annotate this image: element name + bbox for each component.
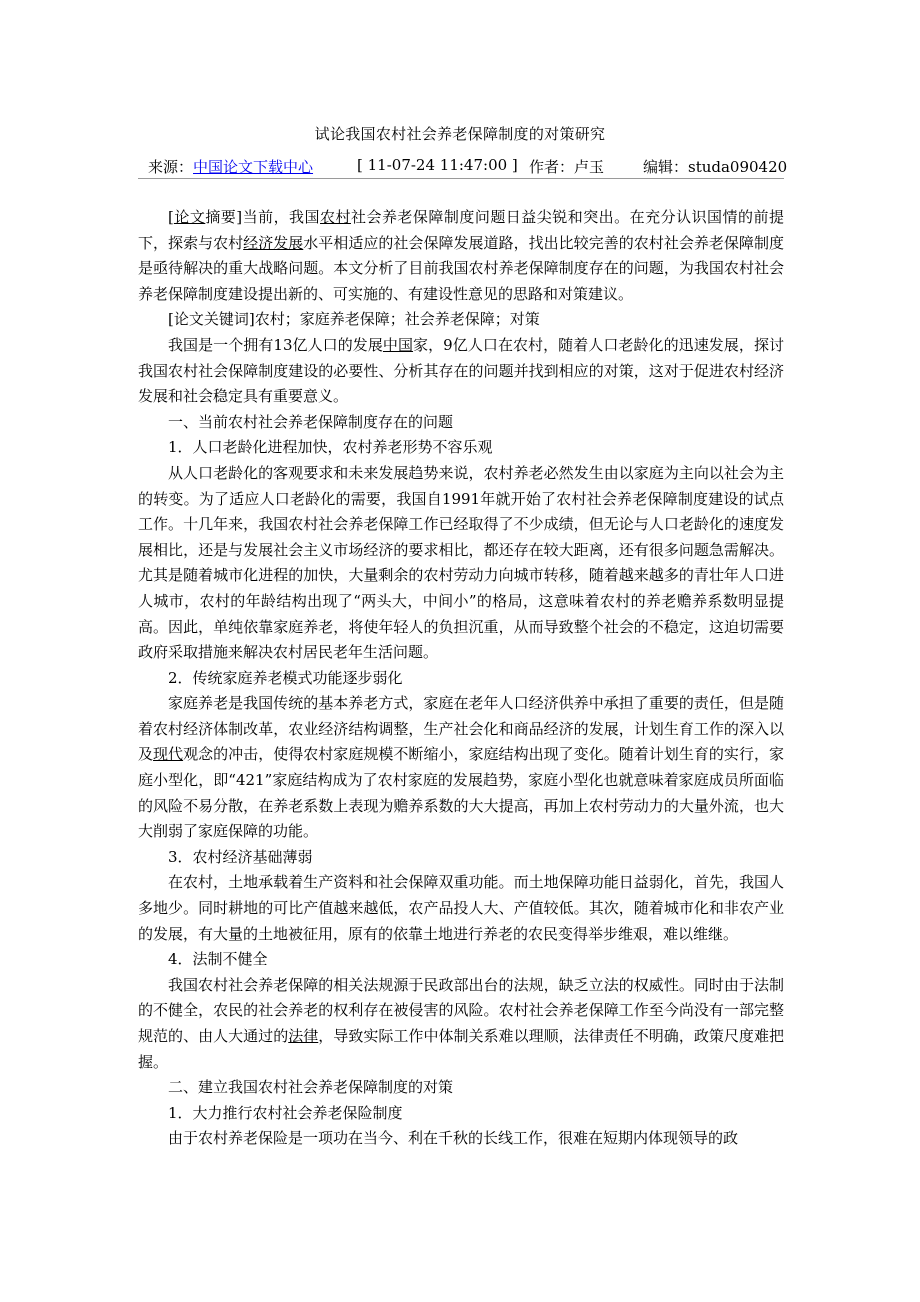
paragraph-1-3: 在农村，土地承载着生产资料和社会保障双重功能。而土地保障功能日益弱化，首先，我国人多地少。同时耕地的可比产值越来越低，农产品投人大、产值较低。其次，随着城市化和非农产业的发展，有大量的土地被征用，原有的依靠土地进行养老的农民变得举步维艰，难以维继。 [138,873,784,943]
link-xiandai[interactable]: 现代 [153,745,184,764]
link-nongcun[interactable]: 农村 [320,208,351,226]
editor-info: 编辑：studa090420 [643,158,788,176]
link-zhongguo[interactable]: 中国 [382,335,414,354]
publish-datetime: [ 11-07-24 11:47:00 ] [357,156,518,174]
subsection-heading-1-1: 1．人口老龄化进程加快，农村养老形势不容乐观 [168,438,493,457]
abstract-paragraph: [论文摘要]当前，我国农村社会养老保障制度问题日益尖锐和突出。在充分认识国情的前提下，探索与农村经济发展水平相适应的社会保障发展道路，找出比较完善的农村社会养老保障制度是亟待解决的重大战略问题。本文分析了目前我国农村养老保障制度存在的问题，为我国农村社会养老保障制度建设提出新的、可实施的、有建设性意见的思路和对策建议。 [138,208,784,303]
subsection-heading-1-2: 2．传统家庭养老模式功能逐步弱化 [168,668,403,687]
source-label: 来源： [148,158,194,176]
link-jingjifazhan[interactable]: 经济发展 [243,233,304,252]
link-lunwen[interactable]: 论文 [173,208,206,226]
paragraph-1-1: 从人口老龄化的客观要求和未来发展趋势来说，农村养老必然发生由以家庭为主向以社会为主的转变。为了适应人口老龄化的需要，我国自1991年就开始了农村社会养老保障制度建设的试点工作。十几年来，我国农村社会养老保障工作已经取得了不少成绩，但无论与人口老龄化的速度发展相比，还是与发展社会主义市场经济的要求相比，都还存在较大距离，还有很多问题急需解决。尤其是随着城市化进程的加快，大量剩余的农村劳动力向城市转移，随着越来越多的青壮年人口进人城市，农村的年龄结构出现了“两头大，中间小”的格局，这意味着农村的养老赡养系数明显提高。因此，单纯依靠家庭养老，将使年轻人的负担沉重，从而导致整个社会的不稳定，这迫切需要政府采取措施来解决农村居民老年生活问题。 [138,463,784,662]
paragraph-1-4: 我国农村社会养老保障的相关法规源于民政部出台的法规，缺乏立法的权威性。同时由于法制的不健全，农民的社会养老的权利存在被侵害的风险。农村社会养老保障工作至今尚没有一部完整规范的、由人大通过的法律，导致实际工作中体制关系难以理顺，法律责任不明确，政策尺度难把握。 [138,975,784,1071]
subsection-heading-1-4: 4．法制不健全 [168,950,268,969]
source-info [148,156,313,177]
article-title: 试论我国农村社会养老保障制度的对策研究 [314,125,606,143]
article-body [138,205,784,1152]
keywords-paragraph: [论文关键词]农村；家庭养老保障；社会养老保障；对策 [168,310,540,329]
section-heading-2: 二、建立我国农村社会养老保障制度的对策 [168,1078,454,1097]
author-info: 作者：卢玉 [529,158,605,176]
paragraph-2-1: 由于农村养老保险是一项功在当今、利在千秋的长线工作，很难在短期内体现领导的政 [168,1129,739,1148]
subsection-heading-2-1: 1．大力推行农村社会养老保险制度 [168,1103,403,1122]
article-meta [138,156,788,179]
link-falv[interactable]: 法律 [288,1027,319,1045]
source-link[interactable]: 中国论文下载中心 [193,158,314,176]
intro-paragraph: 我国是一个拥有13亿人口的发展中国家，9亿人口在农村，随着人口老龄化的迅速发展，探讨我国农村社会保障制度建设的必要性、分析其存在的问题并找到相应的对策，这对于促进农村经济发展和社会稳定具有重要意义。 [138,335,784,406]
section-heading-1: 一、当前农村社会养老保障制度存在的问题 [168,412,454,431]
subsection-heading-1-3: 3．农村经济基础薄弱 [168,847,313,866]
paragraph-1-2: 家庭养老是我国传统的基本养老方式，家庭在老年人口经济供养中承担了重要的责任，但是随着农村经济体制改革，农业经济结构调整，生产社会化和商品经济的发展，计划生育工作的深入以及现代观念的冲击，使得农村家庭规模不断缩小，家庭结构出现了变化。随着计划生育的实行，家庭小型化，即“421”家庭结构成为了农村家庭的发展趋势，家庭小型化也就意味着家庭成员所面临的风险不易分散，在养老系数上表现为赡养系数的大大提高，再加上农村劳动力的大量外流，也大大削弱了家庭保障的功能。 [138,694,784,841]
